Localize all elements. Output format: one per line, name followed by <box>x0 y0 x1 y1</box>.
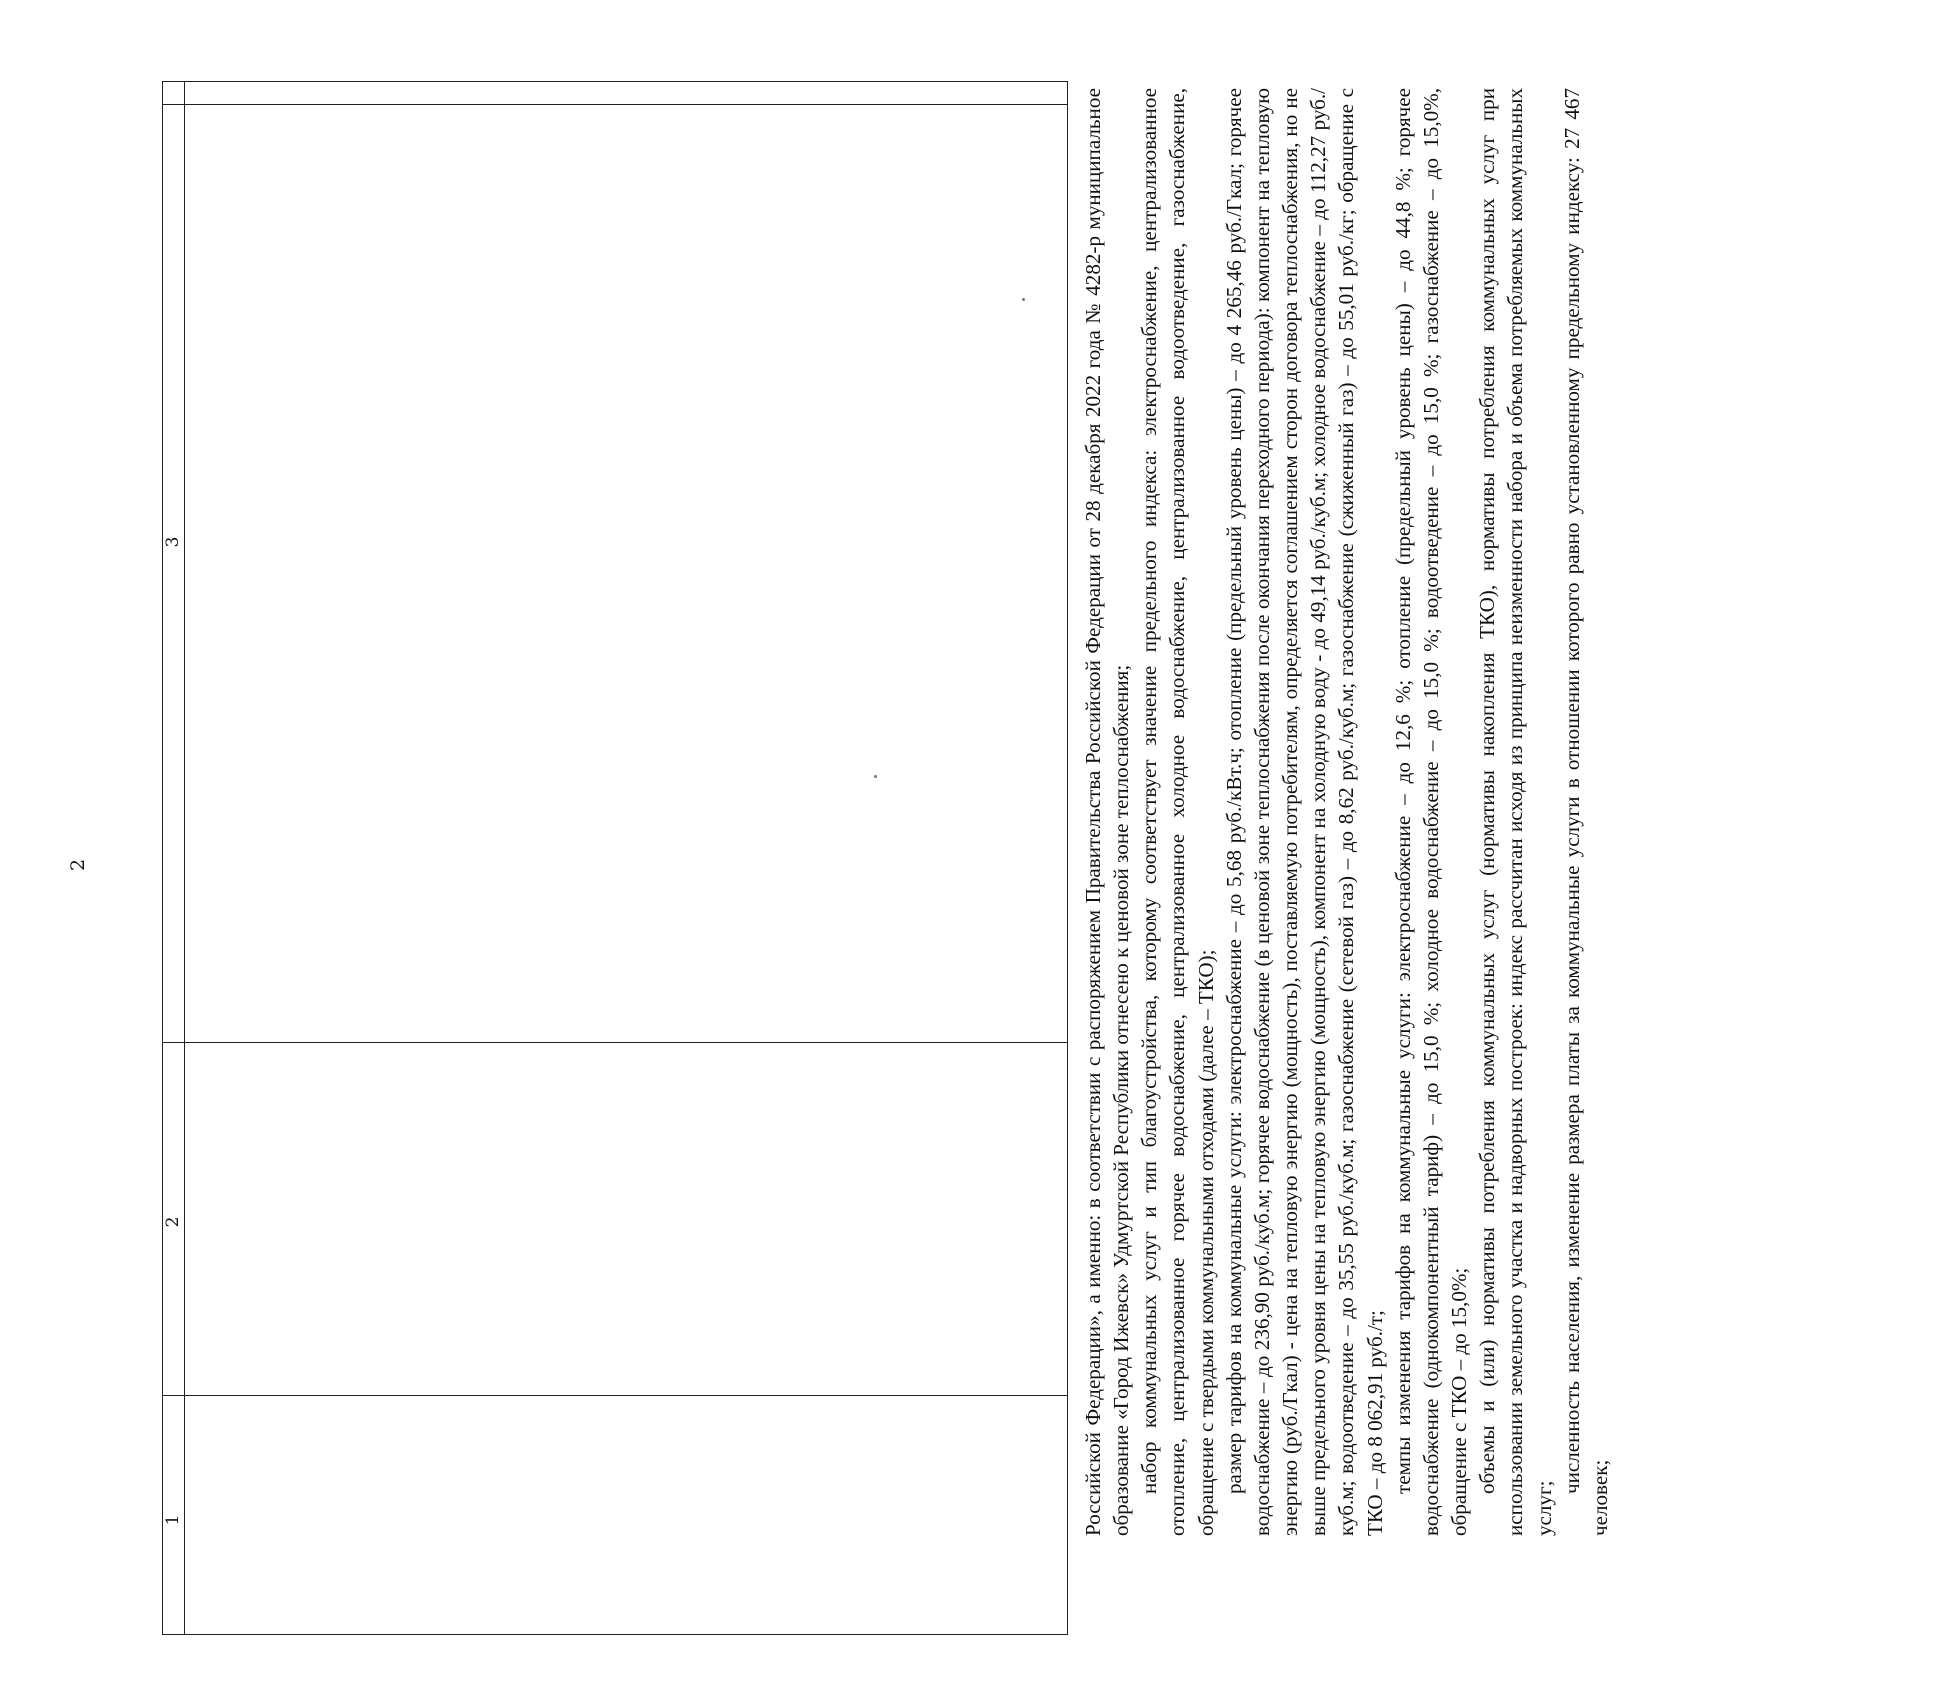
document-table <box>162 81 1068 1635</box>
row-divider-1-2 <box>162 1395 1068 1396</box>
paragraph-regulation: Российской Федерации», а именно: в соответствии с распоряжением Правительства Российской Федерации от 28 декабря 2022 года № 4282-р муниципальное образование «Город Ижевск» Удмуртской Республики отнесено к ценовой зоне теплоснабжения; <box>1081 88 1134 1536</box>
column-3-text-cell <box>1079 88 1955 1536</box>
column-number-1: 1 <box>163 1514 183 1526</box>
paragraph-population: численность населения, изменение размера платы за коммунальные услуги в отношении которого равно установленному предельному индексу: 27 467 человек; <box>1559 88 1612 1536</box>
page-number: 2 <box>67 858 89 872</box>
column-number-3: 3 <box>163 536 183 548</box>
header-column-divider <box>184 81 185 1635</box>
row-divider-2-3 <box>162 1042 1068 1043</box>
paragraph-service-set: набор коммунальных услуг и тип благоустройства, которому соответствует значение предельного индекса: электроснабжение, централизованное отопление, централизованное горячее водоснабжение, централизованное холодное водоснабжение, централизованное водоотведение, газоснабжение, обращение с твердыми коммунальными отходами (далее – ТКО); <box>1137 88 1218 1536</box>
paragraph-tariff-growth: темпы изменения тарифов на коммунальные услуги: электроснабжение – до 12,6 %; отопление (предельный уровень цены) – до 44,8 %; горячее водоснабжение (однокомпонентный тариф) – до 15,0 %; холодное водоснабжение – до 15,0 %; водоотведение – до 15,0 %; газоснабжение – до 15,0%, обращение с ТКО – до 15,0%; <box>1390 88 1472 1536</box>
table-header-divider <box>163 104 1067 105</box>
column-number-2: 2 <box>163 1216 183 1228</box>
paragraph-tariff-size: размер тарифов на коммунальные услуги: электроснабжение – до 5,68 руб./кВт.ч; отопление (предельный уровень цены) – до 4 265,46 руб./Гкал; горячее водоснабжение – до 236,90 руб./куб.м; горячее водоснабжение (в ценовой зоне теплоснабжения после окончания переходного периода): компонент на тепловую энергию (руб./Гкал) - цена на тепловую энергию (мощность), поставляемую потребителям, определяется соглашением сторон договора теплоснабжения, но не выше предельного уровня цены на тепловую энергию (мощность), компонент на холодную воду - до 49,14 руб./куб.м; холодное водоснабжение – до 112,27 руб./куб.м; водоотведение – до 35,55 руб./куб.м; газоснабжение (сетевой газ) – до 8,62 руб./куб.м; газоснабжение (сжиженный газ) – до 55,01 руб./кг; обращение с ТКО – до 8 062,91 руб./т; <box>1221 88 1387 1536</box>
paragraph-consumption-volumes: объемы и (или) нормативы потребления коммунальных услуг (нормативы накопления ТКО), нормативы потребления коммунальных услуг при использовании земельного участка и надворных построек: индекс рассчитан исходя из принципа неизменности набора и объема потребляемых коммунальных услуг; <box>1475 88 1556 1536</box>
